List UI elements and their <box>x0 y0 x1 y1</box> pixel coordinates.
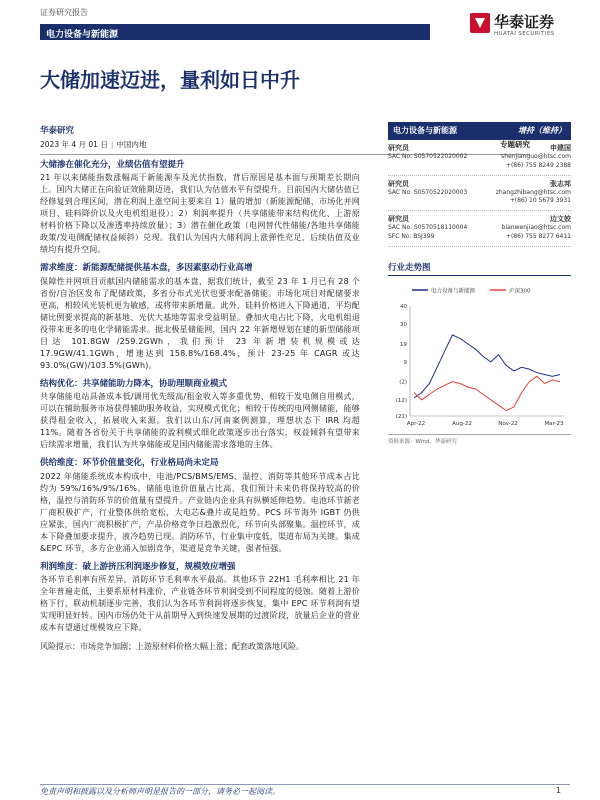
section-heading: 利润维度：破上游挤压利润逐步修复，规模效应增强 <box>40 561 236 572</box>
section-supply <box>40 458 360 554</box>
x-tick-label-1: Aug-22 <box>452 420 472 427</box>
x-tick-label-2: Nov-22 <box>498 420 518 427</box>
logo-text-en: HUATAI SECURITIES <box>494 31 555 37</box>
analyst-name: 申建国 <box>550 144 571 152</box>
analyst-cert: SAC No. S0570522020002 <box>388 153 468 161</box>
report-date: 2023 年 4 月 01 日 <box>40 140 108 149</box>
analyst-phone: +(86) 10 5679 3931 <box>509 197 571 205</box>
sidebar-sector: 电力设备与新能源 <box>393 126 457 135</box>
x-tick-label-0: Apr-22 <box>406 420 426 427</box>
trend-chart-title: 行业走势图 <box>388 261 571 276</box>
y-tick-label-3: 9 <box>403 359 407 366</box>
y-tick-label-4: (2) <box>399 379 407 386</box>
analyst-cert: SAC No. S0570522020003 <box>388 188 468 196</box>
section-body: 共享储能电站具备成本低/调用优先级高/租金收入等多重优势，相较于发电侧自用模式，可以在辅助服务市场获得辅助服务收益，实现模式优化；相较于传统的电网侧储能，能够获得租金收入，拓展收入来源。我们以山东/河南案例测算，理想状态下 IRR 均超 11%。随着各省份关于共享储能的盈利模式细化政策逐步出台落实，权益倾斜有望带来后续需求增量，我们认为共享储能或是国内储能需求落地的主体。 <box>40 392 360 450</box>
research-source: 华泰研究 <box>40 126 75 136</box>
analyst-email[interactable]: bianwenjiao@htsc.com <box>501 224 571 232</box>
date-line: 2023 年 4 月 01 日 | 中国内地 专题研究 <box>40 139 530 155</box>
main-content <box>40 160 360 653</box>
analyst-card <box>388 140 571 176</box>
analyst-card <box>388 176 571 212</box>
section-heading: 供给维度：环节价值量变化，行业格局尚未定局 <box>40 458 219 469</box>
section-structure <box>40 379 360 451</box>
analyst-email[interactable]: zhangzhibang@htsc.com <box>495 188 571 196</box>
analyst-phone: +(86) 755 8249 2388 <box>505 161 571 169</box>
y-tick-label-0: 40 <box>400 303 407 310</box>
section-heading: 结构优化：共享储能助力降本，协助理顺商业模式 <box>40 378 228 389</box>
section-demand <box>40 263 360 371</box>
analyst-name: 边文姣 <box>550 215 571 224</box>
page-number: 1 <box>556 786 562 795</box>
analyst-role: 研究员 <box>388 144 409 152</box>
brand-logo <box>470 11 570 41</box>
section-heading: 大储渗在催化充分，业绩估值有望提升 <box>40 160 185 170</box>
y-tick-label-5: (12) <box>395 397 407 404</box>
analyst-phone: +(86) 755 8277 6411 <box>505 232 571 240</box>
report-type-label: 证券研究报告 <box>40 8 88 17</box>
disclaimer-note: 免责声明和披露以及分析师声明是报告的一部分，请务必一起阅读。 <box>40 787 280 796</box>
risk-warning: 风险提示：市场竞争加剧；上游原材料价格大幅上涨；配套政策落地风险。 <box>40 642 304 652</box>
analyst-card <box>388 211 571 247</box>
report-title: 大储加速迈进，量利如日中升 <box>40 68 300 92</box>
analyst-cert-sfc: SFC No. BSJ399 <box>388 232 435 240</box>
y-tick-label-6: (21) <box>395 413 407 420</box>
report-region: 中国内地 <box>116 140 147 149</box>
section-profit <box>40 562 360 634</box>
analyst-email[interactable]: shenjianguo@htsc.com <box>501 153 571 161</box>
section-body: 2022 年储能系统成本构成中，电池/PCS/BMS/EMS、温控、消防等其他环节成本占比约为 59%/16%/9%/16%。储能电池价值量占比高，我们预计未来仍将保持较高的价格，温控与消防环节的价值量有望提升。产业链内企业具有纵横延伸趋势。电池环节新老厂商积极扩产，行业整体供给宽松，大电芯&叠片或是趋势。PCS 环节海外 IGBT 仍供应紧张，国内厂商积极扩产，产品价格竞争日趋激烈化，环节向头部聚集。温控环节，成本下降叠加要求提升，液冷趋势已现。消防环节，行业集中度低，渠道布局为关键。集成&EPC 环节，多方企业涌入加剧竞争，渠道是竞争关键，强者恒强。 <box>40 471 360 553</box>
legend-label-1: 沪深300 <box>509 288 531 295</box>
rating-banner <box>388 122 571 140</box>
trend-chart <box>388 282 571 432</box>
section-heading: 需求维度：新能源配储提供基本盘，多因素驱动行业高增 <box>40 263 253 274</box>
analyst-role: 研究员 <box>388 179 409 188</box>
analyst-name: 张志邦 <box>550 179 571 188</box>
section-body: 21 年以来储能指数涨幅高于新能源车及光伏指数，背后原因是基本面与预期差长期向上。国内大储正在向验证效能期迈进，我们认为估值水平有望提升。目前国内大储估值已经修复到合理区间，潜在利润上涨空间主要来自 1）量的增加（新能源配储、市场化并网项目、硅料降价以及火电机组退役）；2）利润率提升（共享储能带来结构优化、上游原材料价格下降以及渗透率持续放量）；3）潜在催化政策（电网替代性储能/各地共享储能政策/发电侧配储权益倾斜）兑现。我们认为国内大储利润上涨弹性充足，后续估值及业绩均有提升空间。 <box>40 173 360 255</box>
section-body: 各环节毛利率有所差异，消防环节毛利率水平最高。其他环节 22H1 毛利率相比 21 年全年普遍走低，主要系原材料涨价，产业链各环节利润受到不同程度的侵蚀。随着上游价格下行，联动机制逐步完善，我们认为各环节利润将逐步恢复，集中 EPC 环节利润有望实现明显好转。国内市场仍处于从前期导入到快速发展期的过渡阶段，放量后企业的营业成本有望通过规模效应下降。 <box>40 575 360 633</box>
sidebar <box>388 122 571 445</box>
chart-source: 资料来源：Wind，华泰研究 <box>388 434 571 445</box>
investment-rating: 增持（维持） <box>518 126 566 135</box>
section-body: 保障性并网项目贡献国内储能需求的基本盘，据我们统计，截至 23 年 1 月已有 28 个省份/自治区发布了配储政策，多省分布式光伏也要求配备储能。市场化项目对配储要求更高，相较风光装机更为敏感，或将带来新增量。此外，硅料价格进入下降通道，平均配储比例要求提高的新基地、光伏大基地等需求受益明显。叠加火电占比下降，火电机组退役带来更多的电化学储能需求。据北极星储能网，国内 22 年新增规划在建的新型储能项目达 101.8GW /259.2GWh，我们预计 23 年新增装机规模或达 17.9GW/41.1GWh，增速达到 158.8%/168.4%，预计 23-25 年 CAGR 或达 93.0%(GW)/103.5%(GWh)。 <box>40 276 360 370</box>
series-line-1 <box>414 376 560 410</box>
section-valuation <box>40 160 360 256</box>
logo-mark-icon <box>470 13 490 33</box>
x-tick-label-3: Mar-23 <box>544 420 564 427</box>
legend-label-0: 电力设备与新能源 <box>431 288 476 295</box>
analyst-cert: SAC No. S0570518110004 <box>388 224 468 232</box>
sector-banner: 电力设备与新能源 <box>40 24 430 40</box>
series-line-0 <box>414 334 560 397</box>
y-tick-label-2: 19 <box>400 341 407 348</box>
y-tick-label-1: 30 <box>400 321 407 328</box>
logo-text-cn: 华泰证券 <box>494 13 555 31</box>
analyst-role: 研究员 <box>388 215 409 224</box>
report-category: 专题研究 <box>500 140 530 149</box>
